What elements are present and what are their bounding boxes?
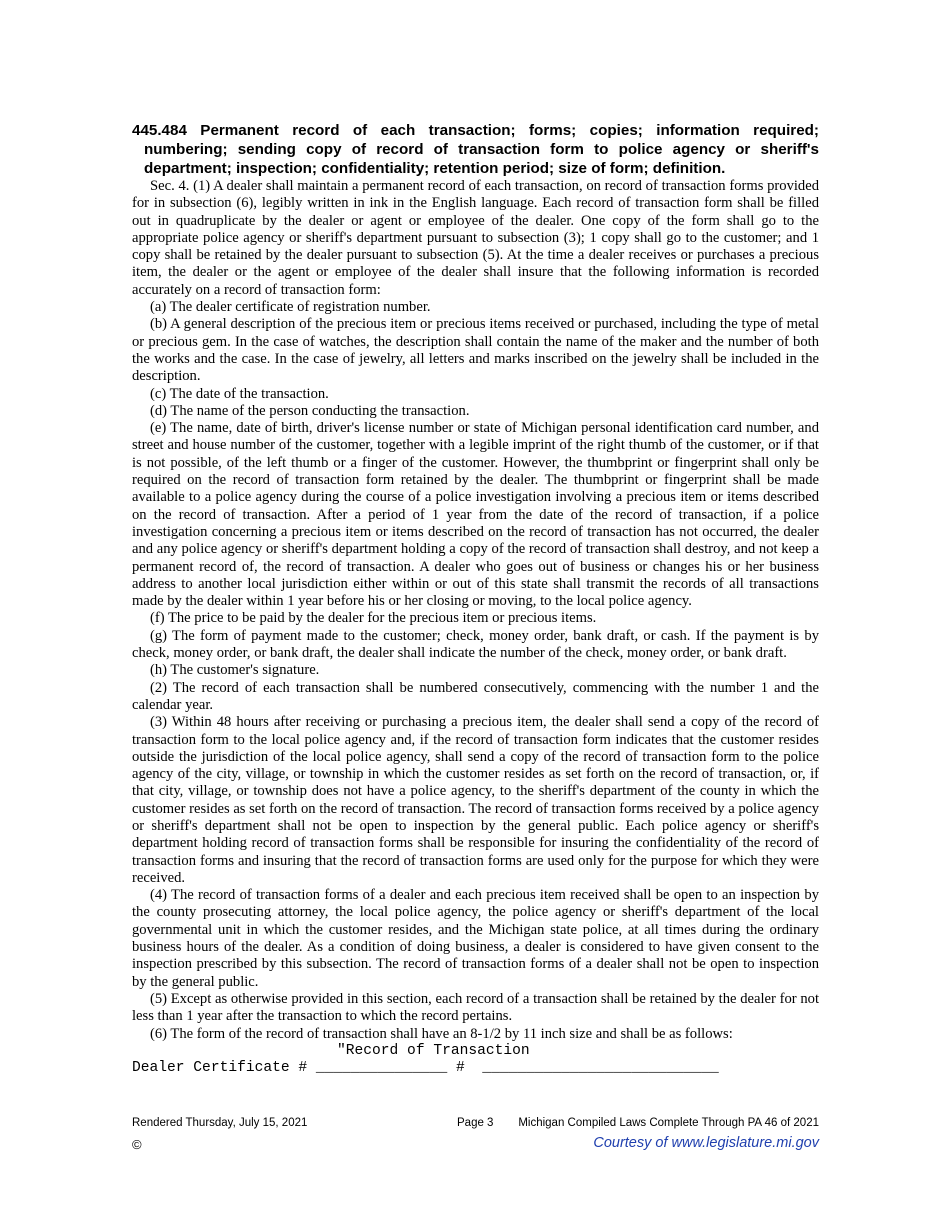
paragraph-e: (e) The name, date of birth, driver's license number or state of Michigan personal identification card number, and street and house number of the customer, together with a legible imprint of the right thumb of the customer, or if that is not possible, of the left thumb or a finger of the customer. However, the thumbprint or fingerprint shall only be required on the record of transaction form retained by the dealer. The thumbprint or fingerprint shall be made available to a police agency during the course of a police investigation involving a precious item or items described on the record of transaction. After a period of 1 year from the date of the record of transaction, if a police investigation concerning a precious item or items described on the record of transaction has not occurred, the dealer and any police agency or sheriff's department holding a copy of the record of transaction shall destroy, and not keep a permanent record of, the record of transaction. A dealer who goes out of business or changes his or her business address to another local jurisdiction either within or out of this state shall transmit the records of all transactions made by the dealer within 1 year before his or her closing or moving, to the local police agency. xyxy=(132,420,819,610)
form-dealer-certificate-line: Dealer Certificate # _______________ # ___________________________ xyxy=(132,1059,719,1076)
paragraph-h: (h) The customer's signature. xyxy=(150,662,320,679)
document-page xyxy=(132,121,819,1077)
paragraph-6: (6) The form of the record of transaction shall have an 8-1/2 by 11 inch size and shall be as follows: xyxy=(150,1025,733,1042)
compiled-laws-note: Michigan Compiled Laws Complete Through PA 46 of 2021 xyxy=(518,1117,819,1129)
paragraph-2: (2) The record of each transaction shall be numbered consecutively, commencing with the number 1 and the calendar year. xyxy=(132,679,819,713)
paragraph-5: (5) Except as otherwise provided in this section, each record of a transaction shall be retained by the dealer for not less than 1 year after the transaction to which the record pertains. xyxy=(132,990,819,1025)
form-title: "Record of Transaction xyxy=(337,1042,530,1059)
paragraph-4: (4) The record of transaction forms of a dealer and each precious item received shall be open to an inspection by the county prosecuting attorney, the local police agency, the police agency or sheriff's department of the local governmental unit in which the customer resides, and the Michigan state police, at all times during the ordinary business hours of the dealer. As a condition of doing business, a dealer is considered to have given consent to the inspection prescribed by this subsection. The record of transaction forms of a dealer shall not be open to inspection by the general public. xyxy=(132,887,819,990)
copyright-symbol: © xyxy=(132,1137,142,1152)
paragraph-c: (c) The date of the transaction. xyxy=(150,385,329,402)
page-number: Page 3 xyxy=(457,1117,494,1129)
paragraph-d: (d) The name of the person conducting the transaction. xyxy=(150,402,470,419)
paragraph-3: (3) Within 48 hours after receiving or purchasing a precious item, the dealer shall send a copy of the record of transaction form to the local police agency and, if the record of transaction form indicates that the customer resides outside the jurisdiction of the local police agency, shall send a copy of the record of transaction form to the police agency of the city, village, or township in which the customer resides as set forth on the record of transaction, or, if that city, village, or township does not have a police agency, to the sheriff's department of the county in which the customer resides as set forth on the record of transaction. The record of transaction forms received by a police agency or sheriff's department shall not be open to inspection by the general public. Each police agency or sheriff's department holding record of transaction forms shall be responsible for insuring the confidentiality of the record of transaction forms and insuring that the record of transaction forms are used only for the purpose for which they were received. xyxy=(132,714,819,886)
section-body xyxy=(132,178,819,1043)
courtesy-link[interactable]: Courtesy of www.legislature.mi.gov xyxy=(593,1135,819,1151)
paragraph-a: (a) The dealer certificate of registration number. xyxy=(150,299,431,316)
paragraph-b: (b) A general description of the precious item or precious items received or purchased, including the type of metal or precious gem. In the case of watches, the description shall contain the name of the maker and the number of both the works and the case. In the case of jewelry, all letters and marks inscribed on the jewelry shall be included in the description. xyxy=(132,316,819,385)
rendered-date: Rendered Thursday, July 15, 2021 xyxy=(132,1117,308,1129)
paragraph-f: (f) The price to be paid by the dealer for the precious item or precious items. xyxy=(150,610,597,627)
paragraph-sec4-1: Sec. 4. (1) A dealer shall maintain a permanent record of each transaction, on record of transaction forms provided for in subsection (6), legibly written in ink in the English language. Each record of transaction form shall be filled out in quadruplicate by the dealer or agent or employee of the dealer. One copy of the form shall go to the appropriate police agency or sheriff's department pursuant to subsection (3); 1 copy shall go to the customer; and 1 copy shall be retained by the dealer pursuant to subsection (5). At the time a dealer receives or purchases a precious item, the dealer or the agent or employee of the dealer shall insure that the following information is recorded accurately on a record of transaction form: xyxy=(132,178,819,298)
page-footer xyxy=(132,1117,819,1157)
section-heading: 445.484 Permanent record of each transaction; forms; copies; information required; numbering; sending copy of record of transaction form to police agency or sheriff's department; inspection; confidentiality; retention period; size of form; definition. xyxy=(132,122,819,177)
paragraph-g: (g) The form of payment made to the customer; check, money order, bank draft, or cash. If the payment is by check, money order, or bank draft, the dealer shall indicate the number of the check, money order, or bank draft. xyxy=(132,627,819,662)
